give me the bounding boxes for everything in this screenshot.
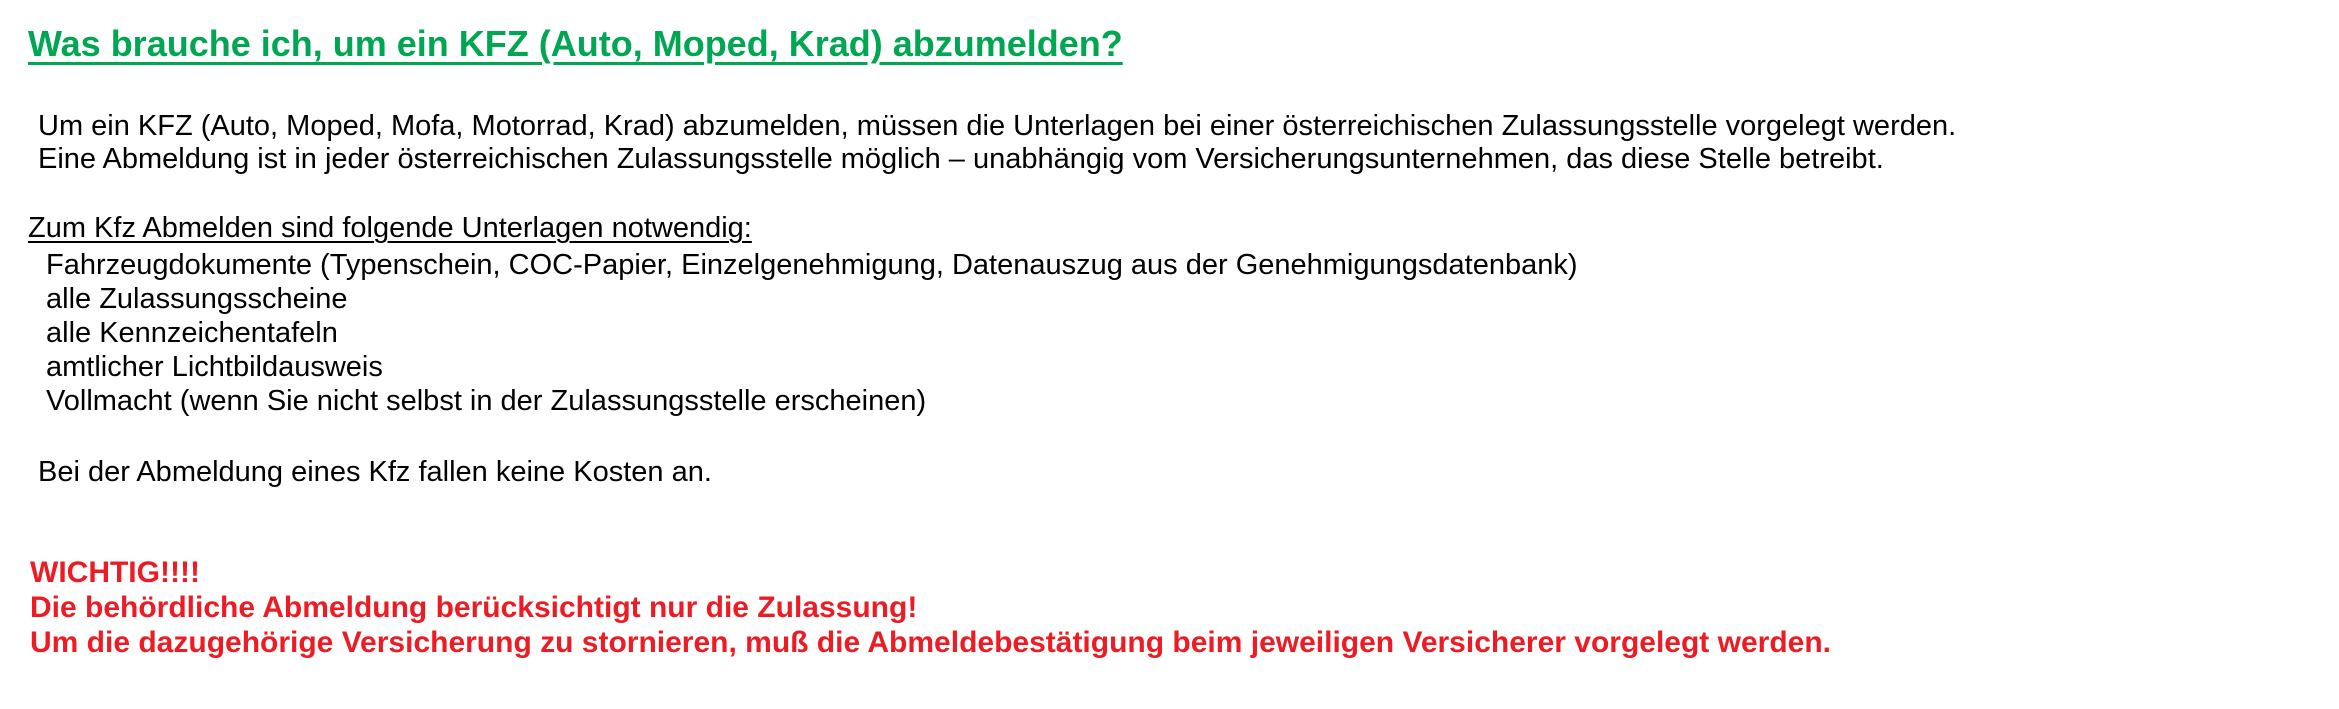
list-item: Fahrzeugdokumente (Typenschein, COC-Papier, Einzelgenehmigung, Datenauszug aus der Genehmigungsdatenbank) (46, 249, 1578, 281)
page-title: Was brauche ich, um ein KFZ (Auto, Moped, Krad) abzumelden? (28, 23, 1123, 64)
list-item: alle Kennzeichentafeln (46, 317, 338, 349)
important-line-2: Die behördliche Abmeldung berücksichtigt nur die Zulassung! (30, 591, 918, 624)
important-notice (28, 555, 2299, 660)
requirements-heading: Zum Kfz Abmelden sind folgende Unterlagen notwendig: (28, 212, 752, 244)
important-line-3: Um die dazugehörige Versicherung zu stornieren, muß die Abmeldebestätigung beim jeweiligen Versicherer vorgelegt werden. (30, 626, 1831, 659)
requirements-list (28, 248, 2299, 418)
intro-paragraph (28, 110, 2299, 176)
list-item: Vollmacht (wenn Sie nicht selbst in der Zulassungsstelle erscheinen) (46, 385, 927, 417)
important-line-1: WICHTIG!!!! (30, 556, 200, 589)
list-item: amtlicher Lichtbildausweis (46, 351, 383, 383)
intro-line-2: Eine Abmeldung ist in jeder österreichischen Zulassungsstelle möglich – unabhängig vom Versicherungsunternehmen, das diese Stelle betreibt. (38, 143, 1884, 175)
list-item: alle Zulassungsscheine (46, 283, 348, 315)
costs-note: Bei der Abmeldung eines Kfz fallen keine Kosten an. (38, 456, 712, 488)
intro-line-1: Um ein KFZ (Auto, Moped, Mofa, Motorrad, Krad) abzumelden, müssen die Unterlagen bei einer österreichischen Zulassungsstelle vorgelegt werden. (38, 110, 1957, 142)
